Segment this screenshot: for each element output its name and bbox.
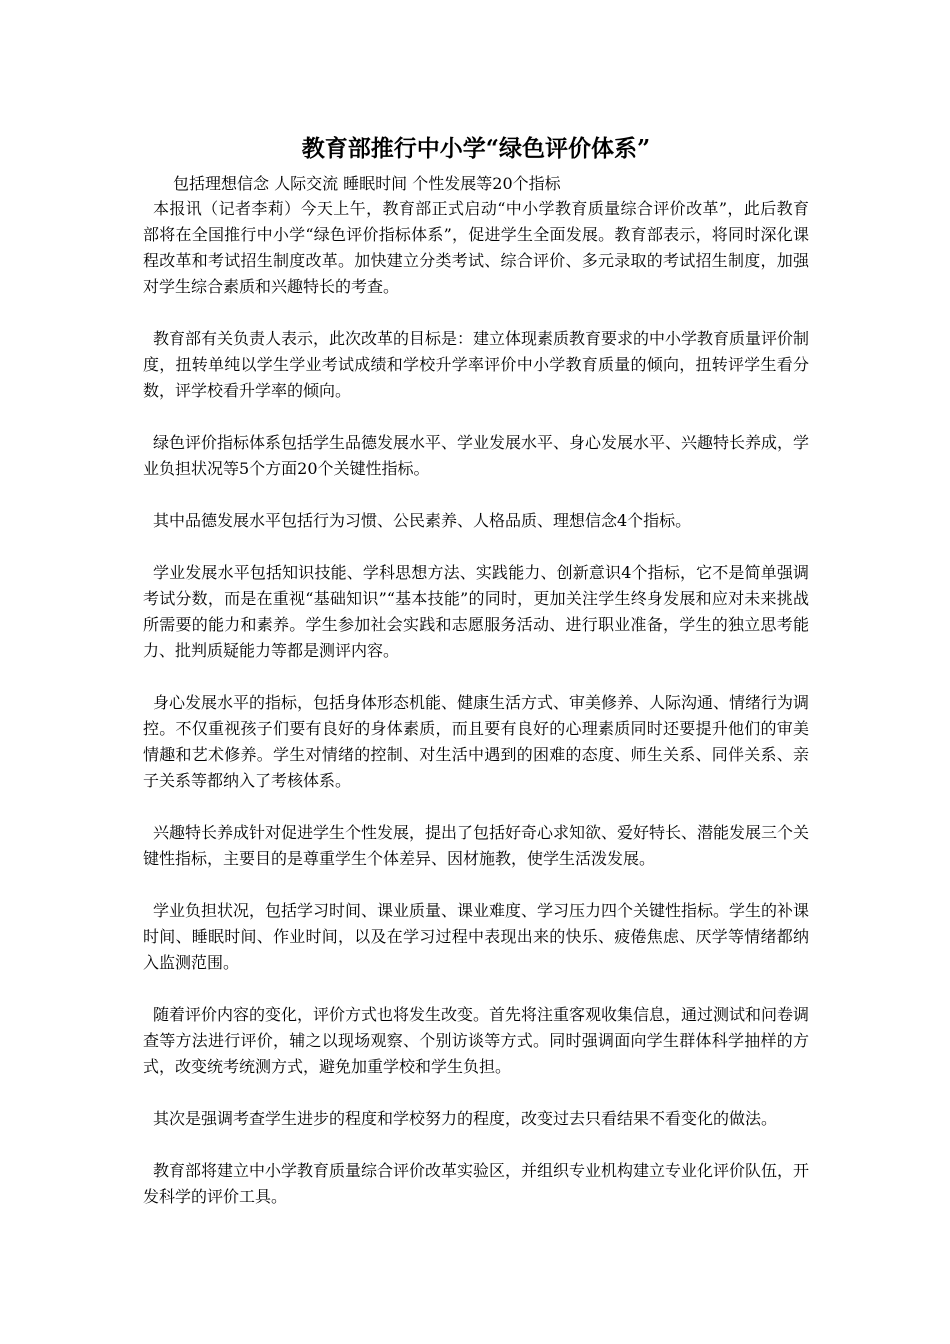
paragraph-4: 其中品德发展水平包括行为习惯、公民素养、人格品质、理想信念4个指标。 [153, 511, 692, 530]
document-page [143, 132, 809, 1236]
paragraph-11: 教育部将建立中小学教育质量综合评价改革实验区，并组织专业机构建立专业化评价队伍，开发科学的评价工具。 [143, 1161, 810, 1206]
article-title: 教育部推行中小学“绿色评价体系” [301, 135, 651, 162]
paragraph-5: 学业发展水平包括知识技能、学科思想方法、实践能力、创新意识4个指标，它不是简单强调考试分数，而是在重视“基础知识”“基本技能”的同时，更加关注学生终身发展和应对未来挑战所需要的能力和素养。学生参加社会实践和志愿服务活动、进行职业准备，学生的独立思考能力、批判质疑能力等都是测评内容。 [143, 563, 809, 660]
paragraph-6: 身心发展水平的指标，包括身体形态机能、健康生活方式、审美修养、人际沟通、情绪行为调控。不仅重视孩子们要有良好的身体素质，而且要有良好的心理素质同时还要提升他们的审美情趣和艺术修养。学生对情绪的控制、对生活中遇到的困难的态度、师生关系、同伴关系、亲子关系等都纳入了考核体系。 [143, 693, 810, 790]
paragraph-1: 本报讯（记者李莉）今天上午，教育部正式启动“中小学教育质量综合评价改革”，此后教育部将在全国推行中小学“绿色评价指标体系”，促进学生全面发展。教育部表示，将同时深化课程改革和考试招生制度改革。加快建立分类考试、综合评价、多元录取的考试招生制度，加强对学生综合素质和兴趣特长的考查。 [143, 199, 809, 296]
paragraph-10: 其次是强调考查学生进步的程度和学校努力的程度，改变过去只看结果不看变化的做法。 [153, 1109, 778, 1128]
paragraph-9: 随着评价内容的变化，评价方式也将发生改变。首先将注重客观收集信息，通过测试和问卷调查等方法进行评价，辅之以现场观察、个别访谈等方式。同时强调面向学生群体科学抽样的方式，改变统考统测方式，避免加重学校和学生负担。 [143, 1005, 810, 1076]
paragraph-8: 学业负担状况，包括学习时间、课业质量、课业难度、学习压力四个关键性指标。学生的补课时间、睡眠时间、作业时间，以及在学习过程中表现出来的快乐、疲倦焦虑、厌学等情绪都纳入监测范围。 [143, 901, 810, 972]
paragraph-7: 兴趣特长养成针对促进学生个性发展，提出了包括好奇心求知欲、爱好特长、潜能发展三个关键性指标，主要目的是尊重学生个体差异、因材施教，使学生活泼发展。 [143, 823, 810, 868]
paragraph-3: 绿色评价指标体系包括学生品德发展水平、学业发展水平、身心发展水平、兴趣特长养成，学业负担状况等5个方面20个关键性指标。 [143, 433, 810, 478]
paragraph-2: 教育部有关负责人表示，此次改革的目标是：建立体现素质教育要求的中小学教育质量评价制度，扭转单纯以学生学业考试成绩和学校升学率评价中小学教育质量的倾向，扭转评学生看分数，评学校看升学率的倾向。 [143, 329, 810, 400]
article-subtitle: 包括理想信念 人际交流 睡眠时间 个性发展等20个指标 [173, 174, 561, 193]
